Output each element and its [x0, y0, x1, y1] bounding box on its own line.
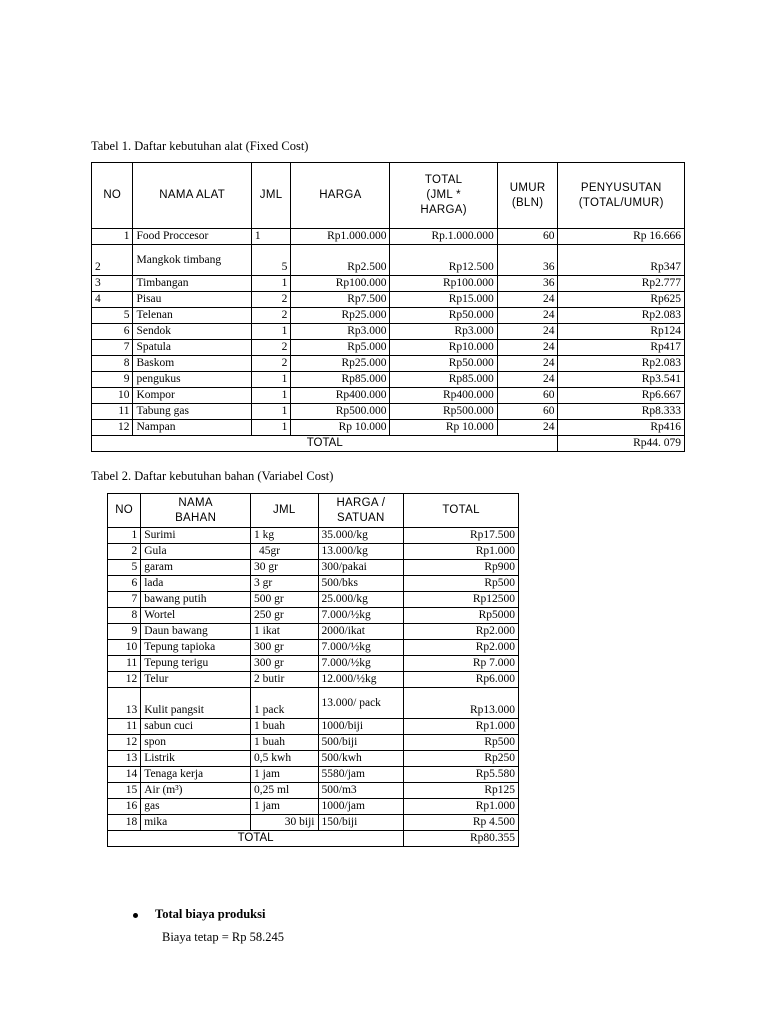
cell-nama: Wortel [141, 608, 251, 624]
cell-jml: 0,25 ml [251, 783, 318, 799]
cell-jml: 300 gr [251, 640, 318, 656]
table-row [92, 420, 685, 436]
cell-harga: 13.000/kg [318, 544, 404, 560]
table-row [108, 735, 519, 751]
cell-jml: 1 [251, 324, 290, 340]
cell-nama: Sendok [133, 324, 251, 340]
fixed-cost-table [91, 162, 685, 452]
cell-jml: 30 biji [251, 815, 318, 831]
cell-total: Rp2.000 [404, 640, 519, 656]
cell-nama: lada [141, 576, 251, 592]
cell-jml: 3 gr [251, 576, 318, 592]
table-row [108, 799, 519, 815]
table-row [92, 292, 685, 308]
cell-jml: 1 kg [251, 528, 318, 544]
cell-umur: 24 [497, 356, 558, 372]
cell-umur: 60 [497, 388, 558, 404]
table-row [108, 576, 519, 592]
cell-total: Rp50.000 [390, 308, 497, 324]
cell-no: 6 [108, 576, 141, 592]
table-row [92, 388, 685, 404]
cell-total: Rp 10.000 [390, 420, 497, 436]
cell-penyusutan: Rp347 [558, 245, 685, 276]
cell-nama: Tabung gas [133, 404, 251, 420]
cell-harga: Rp3.000 [291, 324, 390, 340]
cell-nama: Baskom [133, 356, 251, 372]
table-row [108, 624, 519, 640]
cell-no: 11 [92, 404, 133, 420]
cell-nama: Nampan [133, 420, 251, 436]
cell-total: Rp5.580 [404, 767, 519, 783]
table2-caption: Tabel 2. Daftar kebutuhan bahan (Variabel Cost) [91, 469, 334, 483]
cell-harga: 35.000/kg [318, 528, 404, 544]
cell-harga: Rp100.000 [291, 276, 390, 292]
cell-jml: 1 pack [251, 688, 318, 719]
cell-jml: 1 [251, 276, 290, 292]
cell-harga: 7.000/½kg [318, 656, 404, 672]
table-row [108, 719, 519, 735]
variable-cost-table [107, 493, 519, 847]
cell-harga: 1000/biji [318, 719, 404, 735]
cell-penyusutan: Rp6.667 [558, 388, 685, 404]
cell-jml: 5 [251, 245, 290, 276]
cell-nama: Timbangan [133, 276, 251, 292]
table-row [92, 340, 685, 356]
table-row [92, 245, 685, 276]
cell-jml: 1 [251, 404, 290, 420]
cell-no: 13 [108, 751, 141, 767]
cell-harga: 13.000/ pack [318, 688, 404, 719]
cell-jml: 1 [251, 229, 290, 245]
cell-total: Rp85.000 [390, 372, 497, 388]
cell-jml: 1 ikat [251, 624, 318, 640]
cell-total: Rp50.000 [390, 356, 497, 372]
cell-total: Rp500 [404, 735, 519, 751]
table-row [108, 783, 519, 799]
cell-no: 7 [108, 592, 141, 608]
cell-harga: Rp 10.000 [291, 420, 390, 436]
cell-no: 4 [92, 292, 133, 308]
table-row [108, 592, 519, 608]
cell-no: 11 [108, 719, 141, 735]
cell-jml: 2 [251, 356, 290, 372]
cell-total: Rp17.500 [404, 528, 519, 544]
cell-harga: 150/biji [318, 815, 404, 831]
total-value: Rp80.355 [404, 831, 519, 847]
cell-harga: 500/bks [318, 576, 404, 592]
cell-jml: 2 butir [251, 672, 318, 688]
cell-no: 12 [108, 735, 141, 751]
cell-harga: Rp7.500 [291, 292, 390, 308]
cell-umur: 36 [497, 276, 558, 292]
total-value: Rp44. 079 [558, 436, 685, 452]
total-label: TOTAL [108, 831, 404, 847]
cell-total: Rp12.500 [390, 245, 497, 276]
header-total-line3: HARGA) [420, 204, 467, 216]
cell-harga: 12.000/½kg [318, 672, 404, 688]
cell-harga: 25.000/kg [318, 592, 404, 608]
cell-total: Rp100.000 [390, 276, 497, 292]
cell-jml: 30 gr [251, 560, 318, 576]
cell-total: Rp1.000 [404, 544, 519, 560]
table-row [92, 372, 685, 388]
cell-total: Rp3.000 [390, 324, 497, 340]
cell-harga: Rp1.000.000 [291, 229, 390, 245]
cell-harga: 500/kwh [318, 751, 404, 767]
cell-penyusutan: Rp124 [558, 324, 685, 340]
cell-nama: mika [141, 815, 251, 831]
header-no: NO [108, 494, 141, 528]
bullet-icon [133, 913, 138, 918]
cell-nama: spon [141, 735, 251, 751]
cell-penyusutan: Rp 16.666 [558, 229, 685, 245]
table-row [108, 815, 519, 831]
header-jml: JML [251, 163, 290, 229]
cell-penyusutan: Rp3.541 [558, 372, 685, 388]
total-row [92, 436, 685, 452]
cell-no: 15 [108, 783, 141, 799]
cell-jml: 300 gr [251, 656, 318, 672]
table-header-row [92, 163, 685, 229]
table-row [92, 229, 685, 245]
biaya-tetap-line: Biaya tetap = Rp 58.245 [162, 930, 284, 944]
cell-total: Rp.1.000.000 [390, 229, 497, 245]
cell-no: 7 [92, 340, 133, 356]
cell-total: Rp12500 [404, 592, 519, 608]
table-row [108, 751, 519, 767]
cell-jml: 1 buah [251, 719, 318, 735]
cell-nama: Tepung terigu [141, 656, 251, 672]
cell-umur: 36 [497, 245, 558, 276]
cell-total: Rp900 [404, 560, 519, 576]
total-label: TOTAL [92, 436, 558, 452]
cell-umur: 60 [497, 404, 558, 420]
table-row [92, 276, 685, 292]
cell-harga: Rp5.000 [291, 340, 390, 356]
cell-total: Rp125 [404, 783, 519, 799]
cell-total: Rp250 [404, 751, 519, 767]
cell-no: 3 [92, 276, 133, 292]
summary-title: Total biaya produksi [155, 907, 266, 921]
cell-nama: Air (m³) [141, 783, 251, 799]
cell-no: 16 [108, 799, 141, 815]
cell-no: 11 [108, 656, 141, 672]
cell-umur: 24 [497, 372, 558, 388]
cell-total: Rp10.000 [390, 340, 497, 356]
cell-jml: 1 jam [251, 767, 318, 783]
cell-umur: 60 [497, 229, 558, 245]
table-row [92, 308, 685, 324]
cell-harga: Rp400.000 [291, 388, 390, 404]
cell-no: 14 [108, 767, 141, 783]
cell-umur: 24 [497, 420, 558, 436]
header-total [390, 163, 497, 229]
cell-no: 2 [92, 245, 133, 276]
cell-no: 10 [92, 388, 133, 404]
cell-harga: Rp25.000 [291, 308, 390, 324]
cell-nama: Tepung tapioka [141, 640, 251, 656]
cell-no: 9 [92, 372, 133, 388]
cell-umur: 24 [497, 292, 558, 308]
cell-harga: 7.000/½kg [318, 608, 404, 624]
cell-jml: 45gr [251, 544, 318, 560]
cell-total: Rp2.000 [404, 624, 519, 640]
cell-no: 8 [92, 356, 133, 372]
table-row [108, 560, 519, 576]
cell-jml: 500 gr [251, 592, 318, 608]
total-row [108, 831, 519, 847]
table-row [92, 404, 685, 420]
header-jml: JML [251, 494, 318, 528]
header-nama-line2: BAHAN [175, 511, 217, 524]
header-harga-line1: HARGA / [336, 496, 386, 509]
header-no: NO [92, 163, 133, 229]
cell-harga: 500/m3 [318, 783, 404, 799]
cell-no: 5 [92, 308, 133, 324]
header-nama-line1: NAMA [178, 496, 213, 509]
cell-total: Rp15.000 [390, 292, 497, 308]
cell-jml: 1 [251, 372, 290, 388]
cell-penyusutan: Rp2.083 [558, 356, 685, 372]
cell-jml: 250 gr [251, 608, 318, 624]
cell-total: Rp1.000 [404, 799, 519, 815]
cell-nama: Listrik [141, 751, 251, 767]
cell-jml: 1 buah [251, 735, 318, 751]
table-header-row [108, 494, 519, 528]
cell-no: 12 [92, 420, 133, 436]
cell-jml: 2 [251, 340, 290, 356]
table-row [92, 356, 685, 372]
cell-penyusutan: Rp8.333 [558, 404, 685, 420]
cell-nama: Tenaga kerja [141, 767, 251, 783]
summary-bullet [133, 907, 265, 922]
cell-total: Rp500.000 [390, 404, 497, 420]
table-row [108, 672, 519, 688]
cell-no: 18 [108, 815, 141, 831]
cell-harga: Rp500.000 [291, 404, 390, 420]
cell-nama: sabun cuci [141, 719, 251, 735]
cell-harga: 500/biji [318, 735, 404, 751]
cell-total: Rp5000 [404, 608, 519, 624]
header-umur-line1: UMUR [509, 181, 546, 194]
cell-penyusutan: Rp2.777 [558, 276, 685, 292]
cell-umur: 24 [497, 324, 558, 340]
cell-total: Rp13.000 [404, 688, 519, 719]
header-penyusutan [558, 163, 685, 229]
header-umur-line2: (BLN) [511, 196, 544, 209]
cell-nama: pengukus [133, 372, 251, 388]
table-row [108, 608, 519, 624]
cell-harga: 1000/jam [318, 799, 404, 815]
header-total-line2: (JML * [426, 189, 461, 201]
table-row [108, 640, 519, 656]
header-total: TOTAL [404, 494, 519, 528]
table-row [108, 656, 519, 672]
header-nama-bahan [141, 494, 251, 528]
cell-total: Rp6.000 [404, 672, 519, 688]
cell-penyusutan: Rp416 [558, 420, 685, 436]
table-row [108, 528, 519, 544]
cell-no: 8 [108, 608, 141, 624]
cell-no: 2 [108, 544, 141, 560]
cell-total: Rp 4.500 [404, 815, 519, 831]
cell-penyusutan: Rp417 [558, 340, 685, 356]
cell-penyusutan: Rp2.083 [558, 308, 685, 324]
table-row [108, 688, 519, 719]
cell-harga: Rp25.000 [291, 356, 390, 372]
cell-nama: Food Proccesor [133, 229, 251, 245]
cell-total: Rp400.000 [390, 388, 497, 404]
cell-jml: 1 jam [251, 799, 318, 815]
cell-jml: 1 [251, 420, 290, 436]
cell-jml: 1 [251, 388, 290, 404]
cell-jml: 2 [251, 292, 290, 308]
header-harga-line2: SATUAN [337, 511, 385, 524]
table-row [108, 767, 519, 783]
cell-umur: 24 [497, 340, 558, 356]
cell-nama: Kompor [133, 388, 251, 404]
table-row [92, 324, 685, 340]
cell-harga: 300/pakai [318, 560, 404, 576]
cell-nama: Mangkok timbang [133, 245, 251, 276]
header-umur [497, 163, 558, 229]
header-nama-alat: NAMA ALAT [133, 163, 251, 229]
cell-harga: 2000/ikat [318, 624, 404, 640]
header-penyusutan-line1: PENYUSUTAN [580, 181, 662, 194]
cell-nama: Spatula [133, 340, 251, 356]
cell-jml: 0,5 kwh [251, 751, 318, 767]
cell-no: 1 [108, 528, 141, 544]
cell-no: 13 [108, 688, 141, 719]
cell-jml: 2 [251, 308, 290, 324]
cell-penyusutan: Rp625 [558, 292, 685, 308]
table-row [108, 544, 519, 560]
cell-nama: Telenan [133, 308, 251, 324]
cell-nama: Surimi [141, 528, 251, 544]
header-harga: HARGA [291, 163, 390, 229]
cell-nama: Gula [141, 544, 251, 560]
cell-no: 5 [108, 560, 141, 576]
cell-nama: garam [141, 560, 251, 576]
cell-no: 10 [108, 640, 141, 656]
header-harga-satuan [318, 494, 404, 528]
cell-no: 1 [92, 229, 133, 245]
cell-harga: 7.000/½kg [318, 640, 404, 656]
cell-nama: gas [141, 799, 251, 815]
cell-nama: bawang putih [141, 592, 251, 608]
cell-harga: Rp2.500 [291, 245, 390, 276]
header-penyusutan-line2: (TOTAL/UMUR) [578, 196, 664, 209]
cell-total: Rp 7.000 [404, 656, 519, 672]
cell-harga: 5580/jam [318, 767, 404, 783]
cell-nama: Pisau [133, 292, 251, 308]
cell-no: 12 [108, 672, 141, 688]
cell-total: Rp1.000 [404, 719, 519, 735]
cell-no: 6 [92, 324, 133, 340]
cell-nama: Kulit pangsit [141, 688, 251, 719]
table1-caption: Tabel 1. Daftar kebutuhan alat (Fixed Cost) [91, 139, 309, 153]
cell-umur: 24 [497, 308, 558, 324]
cell-no: 9 [108, 624, 141, 640]
cell-harga: Rp85.000 [291, 372, 390, 388]
cell-nama: Daun bawang [141, 624, 251, 640]
cell-nama: Telur [141, 672, 251, 688]
cell-total: Rp500 [404, 576, 519, 592]
header-total-line1: TOTAL [424, 174, 463, 186]
